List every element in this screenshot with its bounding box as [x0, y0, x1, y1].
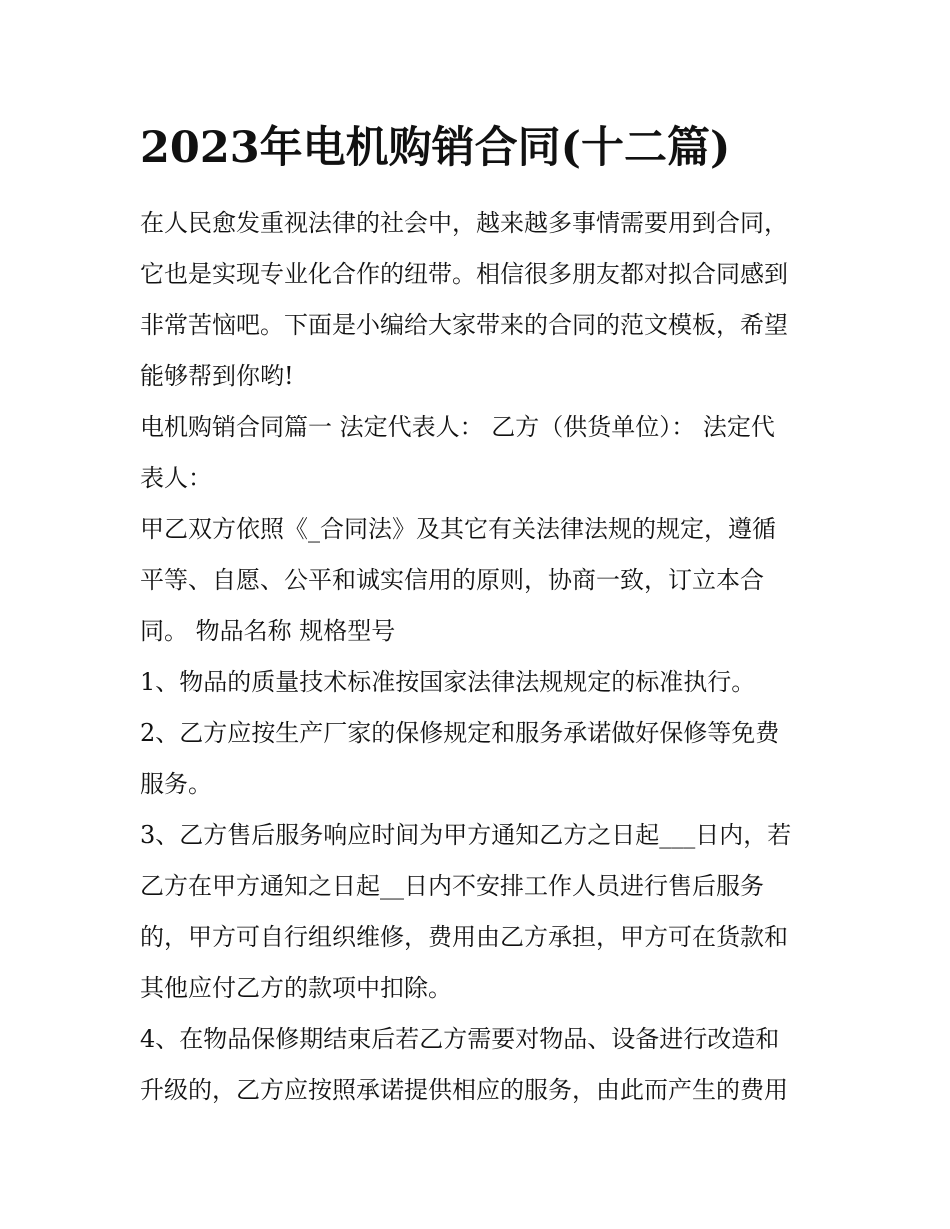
- clause-4: [140, 1014, 815, 1116]
- text-line: 平等、自愿、公平和诚实信用的原则，协商一致，订立本合: [140, 566, 764, 594]
- text-line: 能够帮到你哟!: [140, 362, 294, 390]
- text-line: 3、乙方售后服务响应时间为甲方通知乙方之日起___日内，若: [140, 821, 792, 849]
- text-line: 4、在物品保修期结束后若乙方需要对物品、设备进行改造和: [140, 1025, 780, 1053]
- text-line: 非常苦恼吧。下面是小编给大家带来的合同的范文模板，希望: [140, 311, 788, 339]
- text-line: 升级的，乙方应按照承诺提供相应的服务，由此而产生的费用: [140, 1076, 788, 1104]
- text-line: 乙方在甲方通知之日起__日内不安排工作人员进行售后服务: [140, 872, 764, 900]
- text-line: 甲乙双方依照《_合同法》及其它有关法律法规的规定，遵循: [140, 515, 776, 543]
- text-line: 其他应付乙方的款项中扣除。: [140, 974, 452, 1002]
- agreement-paragraph: [140, 504, 815, 657]
- text-line: 电机购销合同篇一 法定代表人： 乙方（供货单位）： 法定代: [140, 413, 775, 441]
- text-line: 1、物品的质量技术标准按国家法律法规规定的标准执行。: [140, 668, 756, 696]
- intro-paragraph: [140, 198, 815, 402]
- text-line: 在人民愈发重视法律的社会中，越来越多事情需要用到合同，: [140, 209, 788, 237]
- clause-2: [140, 708, 815, 810]
- clause-1: [140, 657, 815, 708]
- text-line: 同。 物品名称 规格型号: [140, 617, 396, 645]
- clause-3: [140, 810, 815, 1014]
- contract-parties-paragraph: [140, 402, 815, 504]
- document-title: 2023年电机购销合同(十二篇): [140, 123, 731, 173]
- text-line: 的，甲方可自行组织维修，费用由乙方承担，甲方可在货款和: [140, 923, 788, 951]
- text-line: 它也是实现专业化合作的纽带。相信很多朋友都对拟合同感到: [140, 260, 788, 288]
- document-body: [140, 198, 815, 1116]
- text-line: 2、乙方应按生产厂家的保修规定和服务承诺做好保修等免费: [140, 719, 780, 747]
- text-line: 服务。: [140, 770, 212, 798]
- text-line: 表人：: [140, 464, 212, 492]
